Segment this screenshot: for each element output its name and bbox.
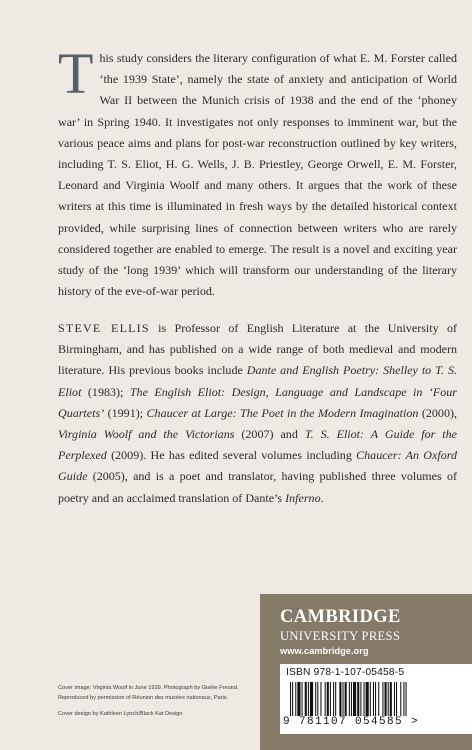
book-title: T. S. Eliot: A Guide for the Perplexed: [58, 427, 458, 463]
publisher-name: CAMBRIDGE: [280, 607, 401, 627]
barcode-icon: [288, 682, 464, 716]
bio-text: (1991);: [104, 405, 147, 420]
bio-text: (2005), and is a poet and translator, having published three volumes of poetry and an acclaimed translation of Dante’s: [58, 469, 457, 505]
book-title: Dante and English Poetry: Shelley to T. S. Eliot: [58, 363, 457, 399]
cover-image-credit: Cover image: Virginia Woolf in June 1939. Photograph by Gisèle Freund.: [58, 685, 239, 691]
cover-design-credit: Cover design by Kathleen Lynch/Black Kat Design: [58, 711, 183, 717]
barcode-block: [280, 664, 472, 734]
book-title: Virginia Woolf and the Victorians: [58, 427, 235, 442]
publisher-press: UNIVERSITY PRESS: [280, 629, 401, 643]
isbn: ISBN 978-1-107-05458-5: [286, 667, 405, 678]
bio-text: .: [320, 490, 324, 505]
description-text: his study considers the literary configuration of what E. M. Forster called ‘the 1939 State’, namely the state of anxiety and anticipation of World War II between the Munich crisis of 1938 and the end of the ‘phoney war’ in Spring 1940. It investigates not only responses to imminent war, but the various peace aims and plans for post-war reconstruction outlined by key writers, including T. S. Eliot, H. G. Wells, J. B. Priestley, George Orwell, E. M. Forster, Leonard and Virginia Woolf and many others. It argues that the work of these writers at this time is illuminated in fresh ways by the detailed historical context provided, while surprising lines of connection between writers who are rarely considered together are enabled to emerge. The result is a novel and exciting year study of the ‘long 1939’ which will transform our understanding of the literary history of the eve-of-war period.: [58, 51, 457, 299]
bio-text: (2007) and: [234, 427, 305, 442]
book-title: Chaucer: An Oxford Guide: [58, 448, 457, 484]
publisher-url: www.cambridge.org: [280, 646, 369, 656]
drop-cap: T: [58, 41, 94, 106]
book-description: [58, 41, 457, 302]
book-title: Inferno: [285, 490, 321, 505]
book-title: The English Eliot: Design, Language and Landscape in ‘Four Quartets’: [58, 384, 457, 420]
publisher-panel: [260, 594, 472, 750]
author-name: STEVE ELLIS: [58, 321, 150, 335]
cover-credits: [58, 684, 268, 720]
bio-text: is Professor of English Literature at the University of Birmingham, and has published on a wide range of both medieval and modern literature. His previous books include: [58, 321, 457, 378]
bio-text: (2000),: [418, 405, 457, 420]
barcode-digits: 9 781107 054585 >: [283, 716, 420, 728]
bio-text: (2009). He has edited several volumes including: [106, 448, 357, 463]
reproduction-credit: Reproduced by permission of Réunion des musées nationaux, Paris.: [58, 694, 229, 701]
bio-text: (1983);: [81, 384, 130, 399]
book-title: Chaucer at Large: The Poet in the Modern Imagination: [146, 405, 419, 420]
author-bio: [58, 318, 457, 509]
